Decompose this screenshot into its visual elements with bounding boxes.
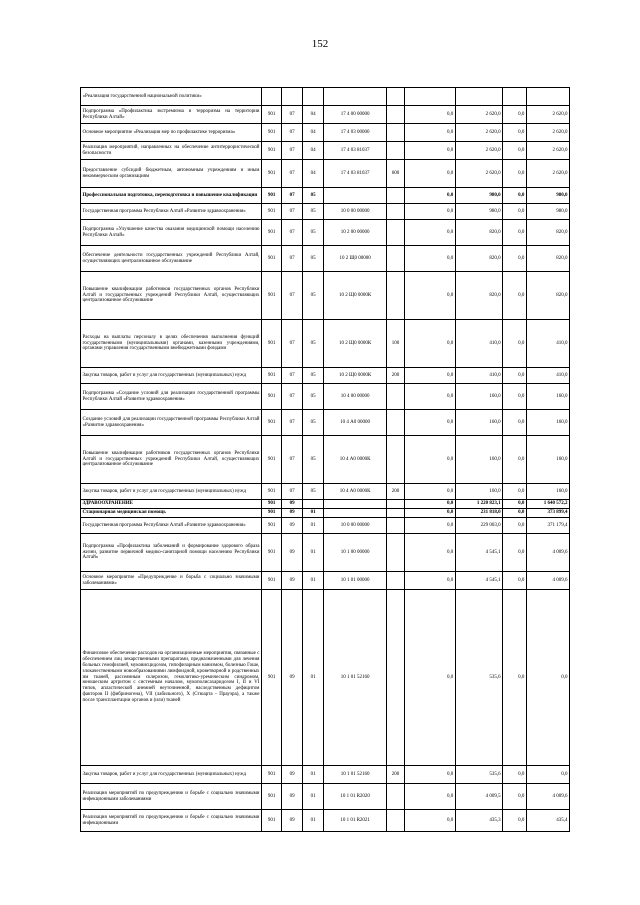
row-name: Профессиональная подготовка, переподготовка и повышение квалификации xyxy=(81,188,262,204)
row-amount-3: 0,0 xyxy=(503,784,527,810)
row-name: Создание условий для реализации государственной программы Республики Алтай «Развитие здравоохранения» xyxy=(81,410,262,436)
row-amount-2: 160,0 xyxy=(455,436,502,484)
row-section-code: 09 xyxy=(282,534,302,572)
row-expense-type xyxy=(386,534,404,572)
row-amount-4: 371 179,4 xyxy=(526,518,569,534)
row-amount-4: 980,0 xyxy=(526,204,569,220)
row-amount-2: 410,0 xyxy=(455,320,502,368)
row-amount-1: 0,0 xyxy=(405,320,456,368)
row-expense-type xyxy=(386,500,404,509)
row-expense-type xyxy=(386,106,404,124)
row-expense-type xyxy=(386,509,404,518)
row-section-code: 07 xyxy=(282,142,302,160)
row-amount-2: 2 620,0 xyxy=(455,106,502,124)
row-amount-4: 4 009,6 xyxy=(526,572,569,590)
row-section-code: 09 xyxy=(282,590,302,766)
row-amount-1: 0,0 xyxy=(405,188,456,204)
row-admin-code: 901 xyxy=(261,246,281,272)
row-expense-type: 200 xyxy=(386,484,404,500)
row-admin-code: 901 xyxy=(261,766,281,784)
row-subsection-code: 01 xyxy=(302,518,324,534)
row-target-article: 10 1 01 R2021 xyxy=(324,810,386,832)
row-amount-1: 0,0 xyxy=(405,484,456,500)
row-amount-2 xyxy=(455,88,502,106)
table-row xyxy=(81,88,570,106)
row-subsection-code: 01 xyxy=(302,509,324,518)
row-amount-3: 0,0 xyxy=(503,272,527,320)
row-amount-2: 980,0 xyxy=(455,204,502,220)
row-section-code xyxy=(282,88,302,106)
row-name: Государственная программа Республики Алтай «Развитие здравоохранения» xyxy=(81,204,262,220)
row-target-article xyxy=(324,188,386,204)
row-target-article: 10 4 А0 0000К xyxy=(324,436,386,484)
row-name: Стационарная медицинская помощь xyxy=(81,509,262,518)
row-name: Основное мероприятие «Реализация мер по профилактике терроризма» xyxy=(81,124,262,142)
table-row xyxy=(81,534,570,572)
row-amount-4: 2 620,0 xyxy=(526,124,569,142)
row-section-code: 07 xyxy=(282,272,302,320)
row-subsection-code xyxy=(302,500,324,509)
page-number: 152 xyxy=(311,38,329,50)
row-amount-3 xyxy=(503,88,527,106)
row-amount-1 xyxy=(405,88,456,106)
row-amount-4: 410,0 xyxy=(526,320,569,368)
table-row xyxy=(81,484,570,500)
row-target-article xyxy=(324,88,386,106)
row-admin-code: 901 xyxy=(261,320,281,368)
row-section-code: 07 xyxy=(282,204,302,220)
row-section-code: 09 xyxy=(282,518,302,534)
row-target-article xyxy=(324,500,386,509)
row-admin-code: 901 xyxy=(261,436,281,484)
row-admin-code: 901 xyxy=(261,384,281,410)
row-amount-3: 0,0 xyxy=(503,160,527,188)
row-name: Обеспечение деятельности государственных учреждений Республики Алтай, осуществляющих централизованное обслуживание xyxy=(81,246,262,272)
row-subsection-code: 01 xyxy=(302,534,324,572)
table-row xyxy=(81,124,570,142)
row-amount-2: 820,0 xyxy=(455,220,502,246)
row-admin-code: 901 xyxy=(261,188,281,204)
row-subsection-code: 05 xyxy=(302,320,324,368)
row-amount-4: 2 620,0 xyxy=(526,106,569,124)
row-amount-1: 0,0 xyxy=(405,142,456,160)
row-target-article: 10 2 Щ0 0000К xyxy=(324,368,386,384)
row-admin-code: 901 xyxy=(261,368,281,384)
row-amount-2: 535,6 xyxy=(455,766,502,784)
row-amount-1: 0,0 xyxy=(405,518,456,534)
table-row xyxy=(81,509,570,518)
row-amount-2: 980,0 xyxy=(455,188,502,204)
row-amount-1: 0,0 xyxy=(405,384,456,410)
row-admin-code: 901 xyxy=(261,810,281,832)
row-name: Реализация мероприятий, направленных на обеспечение антитеррористической безопасности xyxy=(81,142,262,160)
table-row xyxy=(81,188,570,204)
row-target-article xyxy=(324,509,386,518)
row-target-article: 17 4 00 00000 xyxy=(324,106,386,124)
row-amount-2: 160,0 xyxy=(455,484,502,500)
row-section-code: 07 xyxy=(282,160,302,188)
row-amount-4: 0,0 xyxy=(526,590,569,766)
row-expense-type xyxy=(386,810,404,832)
row-name: Государственная программа Республики Алтай «Развитие здравоохранения» xyxy=(81,518,262,534)
row-amount-3: 0,0 xyxy=(503,106,527,124)
row-target-article: 10 4 А0 0000К xyxy=(324,484,386,500)
table-row xyxy=(81,436,570,484)
row-amount-2: 160,0 xyxy=(455,384,502,410)
row-admin-code: 901 xyxy=(261,106,281,124)
row-amount-4: 160,0 xyxy=(526,410,569,436)
row-amount-4: 980,0 xyxy=(526,188,569,204)
row-section-code: 07 xyxy=(282,436,302,484)
row-expense-type xyxy=(386,124,404,142)
row-admin-code: 901 xyxy=(261,410,281,436)
row-admin-code: 901 xyxy=(261,509,281,518)
row-name: Подпрограмма «Создание условий для реализации государственной программы Республики Алтай «Развитие здравоохранения» xyxy=(81,384,262,410)
row-subsection-code: 04 xyxy=(302,106,324,124)
table-row xyxy=(81,106,570,124)
row-amount-3: 0,0 xyxy=(503,142,527,160)
row-expense-type xyxy=(386,518,404,534)
row-admin-code: 901 xyxy=(261,124,281,142)
table-row xyxy=(81,160,570,188)
row-subsection-code: 01 xyxy=(302,810,324,832)
row-amount-4: 1 640 572,2 xyxy=(526,500,569,509)
row-admin-code: 901 xyxy=(261,500,281,509)
row-expense-type xyxy=(386,784,404,810)
row-amount-1: 0,0 xyxy=(405,534,456,572)
row-amount-3: 0,0 xyxy=(503,766,527,784)
table-row xyxy=(81,590,570,766)
row-name: Подпрограмма «Улучшение качества оказания медицинской помощи населению Республики Алтай» xyxy=(81,220,262,246)
row-target-article: 10 0 00 00000 xyxy=(324,204,386,220)
row-amount-1: 0,0 xyxy=(405,590,456,766)
table-row xyxy=(81,810,570,832)
row-amount-1: 0,0 xyxy=(405,368,456,384)
row-amount-3: 0,0 xyxy=(503,436,527,484)
row-target-article: 10 4 А0 00000 xyxy=(324,410,386,436)
row-name: «Реализация государственной национальной политики» xyxy=(81,88,262,106)
row-expense-type xyxy=(386,88,404,106)
row-target-article: 17 4 03 81037 xyxy=(324,142,386,160)
row-amount-1: 0,0 xyxy=(405,572,456,590)
row-amount-4 xyxy=(526,88,569,106)
row-section-code: 07 xyxy=(282,368,302,384)
row-target-article: 10 2 Щ0 00000 xyxy=(324,246,386,272)
row-section-code: 09 xyxy=(282,784,302,810)
table-row xyxy=(81,272,570,320)
row-amount-2: 1 220 823,1 xyxy=(455,500,502,509)
row-name: Подпрограмма «Профилактика экстремизма и терроризма на территории Республики Алтай» xyxy=(81,106,262,124)
row-amount-3: 0,0 xyxy=(503,484,527,500)
table-row xyxy=(81,246,570,272)
row-amount-2: 2 620,0 xyxy=(455,124,502,142)
row-amount-3: 0,0 xyxy=(503,246,527,272)
row-amount-1: 0,0 xyxy=(405,160,456,188)
budget-table xyxy=(80,87,570,832)
row-name: Повышение квалификации работников государственных органов Республики Алтай и государственных учреждений Республики Алтай, осуществляющих централизованное обслуживание xyxy=(81,436,262,484)
row-amount-4: 2 620,0 xyxy=(526,160,569,188)
row-name: Предоставление субсидий бюджетным, автономным учреждениям и иным некоммерческим организациям xyxy=(81,160,262,188)
row-subsection-code: 05 xyxy=(302,188,324,204)
row-amount-3: 0,0 xyxy=(503,410,527,436)
row-expense-type xyxy=(386,204,404,220)
row-subsection-code: 01 xyxy=(302,784,324,810)
row-amount-1: 0,0 xyxy=(405,509,456,518)
row-name: Подпрограмма «Профилактика заболеваний и формирование здорового образа жизни, развитие первичной медико-санитарной помощи населению Республики Алтай» xyxy=(81,534,262,572)
row-amount-3: 0,0 xyxy=(503,220,527,246)
row-section-code: 07 xyxy=(282,410,302,436)
row-admin-code: 901 xyxy=(261,142,281,160)
row-amount-1: 0,0 xyxy=(405,204,456,220)
row-admin-code: 901 xyxy=(261,484,281,500)
row-amount-1: 0,0 xyxy=(405,410,456,436)
row-amount-4: 820,0 xyxy=(526,246,569,272)
row-target-article: 10 2 Щ0 0000К xyxy=(324,272,386,320)
row-admin-code xyxy=(261,88,281,106)
row-subsection-code: 01 xyxy=(302,590,324,766)
row-subsection-code: 05 xyxy=(302,384,324,410)
table-row xyxy=(81,572,570,590)
row-amount-4: 0,0 xyxy=(526,766,569,784)
row-amount-4: 820,0 xyxy=(526,220,569,246)
row-subsection-code: 01 xyxy=(302,572,324,590)
row-amount-3: 0,0 xyxy=(503,204,527,220)
table-row xyxy=(81,320,570,368)
row-expense-type xyxy=(386,188,404,204)
row-name: Основное мероприятие «Предупреждение и борьба с социально значимыми заболеваниями» xyxy=(81,572,262,590)
row-target-article: 10 1 01 R2020 xyxy=(324,784,386,810)
row-section-code: 07 xyxy=(282,124,302,142)
row-amount-3: 0,0 xyxy=(503,384,527,410)
row-expense-type xyxy=(386,410,404,436)
row-amount-4: 160,0 xyxy=(526,484,569,500)
row-expense-type xyxy=(386,272,404,320)
row-admin-code: 901 xyxy=(261,160,281,188)
row-amount-2: 2 620,0 xyxy=(455,160,502,188)
row-subsection-code: 01 xyxy=(302,766,324,784)
row-amount-1: 0,0 xyxy=(405,766,456,784)
table-row xyxy=(81,204,570,220)
row-admin-code: 901 xyxy=(261,518,281,534)
row-section-code: 07 xyxy=(282,220,302,246)
row-admin-code: 901 xyxy=(261,590,281,766)
row-target-article: 10 1 00 00000 xyxy=(324,534,386,572)
row-expense-type xyxy=(386,436,404,484)
table-row xyxy=(81,766,570,784)
row-amount-2: 160,0 xyxy=(455,410,502,436)
row-amount-4: 820,0 xyxy=(526,272,569,320)
row-section-code: 07 xyxy=(282,188,302,204)
row-name: Расходы на выплаты персоналу в целях обеспечения выполнения функций государственными (муниципальными) органами, казенными учреждениями, органами управления государственными внебюджетными фондами xyxy=(81,320,262,368)
row-expense-type: 100 xyxy=(386,320,404,368)
row-amount-3: 0,0 xyxy=(503,518,527,534)
row-section-code: 09 xyxy=(282,500,302,509)
row-section-code: 07 xyxy=(282,484,302,500)
row-amount-4: 2 620,0 xyxy=(526,142,569,160)
row-target-article: 10 2 Щ0 0000К xyxy=(324,320,386,368)
row-amount-1: 0,0 xyxy=(405,124,456,142)
row-amount-4: 160,0 xyxy=(526,436,569,484)
row-amount-3: 0,0 xyxy=(503,534,527,572)
row-target-article: 10 4 00 00000 xyxy=(324,384,386,410)
row-amount-3: 0,0 xyxy=(503,500,527,509)
row-expense-type xyxy=(386,590,404,766)
row-amount-1: 0,0 xyxy=(405,220,456,246)
row-amount-4: 160,0 xyxy=(526,384,569,410)
row-subsection-code: 04 xyxy=(302,124,324,142)
table-row xyxy=(81,500,570,509)
row-amount-4: 435,4 xyxy=(526,810,569,832)
row-amount-2: 4 009,5 xyxy=(455,784,502,810)
row-amount-1: 0,0 xyxy=(405,272,456,320)
row-target-article: 10 1 01 00000 xyxy=(324,572,386,590)
table-row xyxy=(81,368,570,384)
row-name: Повышение квалификации работников государственных органов Республики Алтай и государственных учреждений Республики Алтай, осуществляющих централизованное обслуживание xyxy=(81,272,262,320)
row-amount-2: 4 545,1 xyxy=(455,572,502,590)
table-row xyxy=(81,518,570,534)
row-subsection-code: 05 xyxy=(302,220,324,246)
row-amount-2: 435,3 xyxy=(455,810,502,832)
row-amount-2: 820,0 xyxy=(455,246,502,272)
row-amount-3: 0,0 xyxy=(503,320,527,368)
row-amount-4: 4 009,6 xyxy=(526,784,569,810)
row-subsection-code: 05 xyxy=(302,484,324,500)
row-amount-1: 0,0 xyxy=(405,784,456,810)
row-target-article: 10 1 01 52160 xyxy=(324,590,386,766)
row-section-code: 09 xyxy=(282,509,302,518)
row-expense-type xyxy=(386,246,404,272)
table-row xyxy=(81,410,570,436)
row-expense-type xyxy=(386,142,404,160)
row-amount-2: 535,6 xyxy=(455,590,502,766)
row-amount-3: 0,0 xyxy=(503,810,527,832)
row-subsection-code xyxy=(302,88,324,106)
row-section-code: 09 xyxy=(282,766,302,784)
row-expense-type: 200 xyxy=(386,368,404,384)
row-amount-4: 4 009,6 xyxy=(526,534,569,572)
row-admin-code: 901 xyxy=(261,572,281,590)
table-row xyxy=(81,384,570,410)
row-expense-type: 600 xyxy=(386,160,404,188)
row-subsection-code: 05 xyxy=(302,368,324,384)
row-subsection-code: 04 xyxy=(302,160,324,188)
row-subsection-code: 04 xyxy=(302,142,324,160)
row-target-article: 10 2 00 00000 xyxy=(324,220,386,246)
table-row xyxy=(81,220,570,246)
row-target-article: 10 1 01 52160 xyxy=(324,766,386,784)
row-subsection-code: 05 xyxy=(302,436,324,484)
row-amount-2: 231 818,0 xyxy=(455,509,502,518)
row-amount-3: 0,0 xyxy=(503,590,527,766)
row-section-code: 07 xyxy=(282,384,302,410)
row-target-article: 17 4 03 00000 xyxy=(324,124,386,142)
row-name: Закупка товаров, работ и услуг для государственных (муниципальных) нужд xyxy=(81,368,262,384)
row-name: Закупка товаров, работ и услуг для государственных (муниципальных) нужд xyxy=(81,484,262,500)
row-subsection-code: 05 xyxy=(302,246,324,272)
budget-table-body xyxy=(81,88,570,832)
row-admin-code: 901 xyxy=(261,204,281,220)
row-section-code: 07 xyxy=(282,320,302,368)
row-amount-2: 229 003,0 xyxy=(455,518,502,534)
row-amount-2: 410,0 xyxy=(455,368,502,384)
row-admin-code: 901 xyxy=(261,220,281,246)
row-section-code: 09 xyxy=(282,810,302,832)
table-row xyxy=(81,142,570,160)
row-amount-3: 0,0 xyxy=(503,124,527,142)
row-amount-1: 0,0 xyxy=(405,106,456,124)
row-amount-3: 0,0 xyxy=(503,368,527,384)
row-amount-3: 0,0 xyxy=(503,188,527,204)
row-section-code: 07 xyxy=(282,106,302,124)
row-subsection-code: 05 xyxy=(302,204,324,220)
row-name: Финансовое обеспечение расходов на организационные мероприятия, связанные с обеспечением лиц лекарственными препаратами, предназначенными для лечения больных гемофилией, муковисцидозом, гипофизарным нанизмом, болезнью Гоше, злокачественными новообразованиями лимфоидной, кроветворной и родственных им тканей, рассеянным склерозом, гемолитико-уремическим синдромом, юношеским артритом с системным началом, мукополисахаридозом I, II и VI типов, апластической анемией неуточненной, наследственным дефицитом факторов II (фибриногена), VII (лабильного), X (Стюарта - Прауэра), а также после трансплантации органов и (или) тканей xyxy=(81,590,262,766)
row-amount-1: 0,0 xyxy=(405,810,456,832)
row-admin-code: 901 xyxy=(261,272,281,320)
row-amount-2: 820,0 xyxy=(455,272,502,320)
row-amount-3: 0,0 xyxy=(503,509,527,518)
row-subsection-code: 05 xyxy=(302,410,324,436)
row-target-article: 17 4 03 81037 xyxy=(324,160,386,188)
row-expense-type xyxy=(386,384,404,410)
row-name: ЗДРАВООХРАНЕНИЕ xyxy=(81,500,262,509)
row-target-article: 10 0 00 00000 xyxy=(324,518,386,534)
row-amount-4: 410,0 xyxy=(526,368,569,384)
row-name: Реализация мероприятий по предупреждению и борьбе с социально значимыми инфекционными заболеваниями xyxy=(81,784,262,810)
row-amount-4: 373 899,4 xyxy=(526,509,569,518)
row-section-code: 07 xyxy=(282,246,302,272)
row-amount-2: 4 545,1 xyxy=(455,534,502,572)
row-expense-type xyxy=(386,572,404,590)
row-admin-code: 901 xyxy=(261,784,281,810)
row-section-code: 09 xyxy=(282,572,302,590)
row-amount-1: 0,0 xyxy=(405,500,456,509)
row-expense-type: 200 xyxy=(386,766,404,784)
row-amount-3: 0,0 xyxy=(503,572,527,590)
table-row xyxy=(81,784,570,810)
row-subsection-code: 05 xyxy=(302,272,324,320)
row-admin-code: 901 xyxy=(261,534,281,572)
row-expense-type xyxy=(386,220,404,246)
row-name: Реализация мероприятий по предупреждению и борьбе с социально значимыми инфекционными xyxy=(81,810,262,832)
row-name: Закупка товаров, работ и услуг для государственных (муниципальных) нужд xyxy=(81,766,262,784)
row-amount-1: 0,0 xyxy=(405,246,456,272)
row-amount-2: 2 620,0 xyxy=(455,142,502,160)
row-amount-1: 0,0 xyxy=(405,436,456,484)
